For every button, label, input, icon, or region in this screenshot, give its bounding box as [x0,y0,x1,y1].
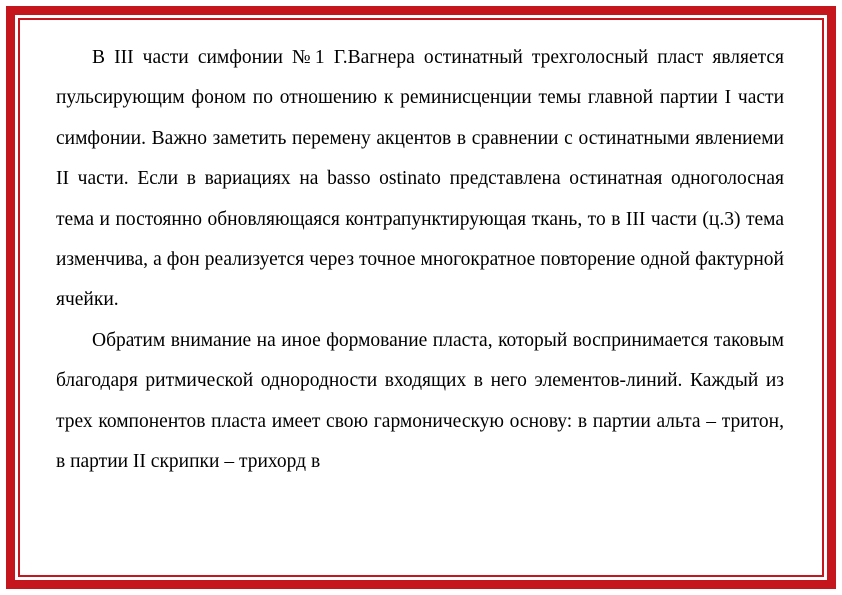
document-body [56,38,784,482]
paragraph-1: В III части симфонии №1 Г.Вагнера остинатный трехголосный пласт является пульсирующим фоном по отношению к реминисценции темы главной партии I части симфонии. Важно заметить перемену акцентов в сравнении с остинатными явлениеми II части. Если в вариациях на basso ostinato представлена остинатная одноголосная тема и постоянно обновляющаяся контрапунктирующая ткань, то в III части (ц.3) тема изменчива, а фон реализуется через точное многократное повторение одной фактурной ячейки. [56,47,784,311]
paragraph-2: Обратим внимание на иное формование пласта, который воспринимается таковым благодаря ритмической однородности входящих в него элементов-линий. Каждый из трех компонентов пласта имеет свою гармоническую основу: в партии альта – тритон, в партии II скрипки – трихорд в [56,329,784,473]
